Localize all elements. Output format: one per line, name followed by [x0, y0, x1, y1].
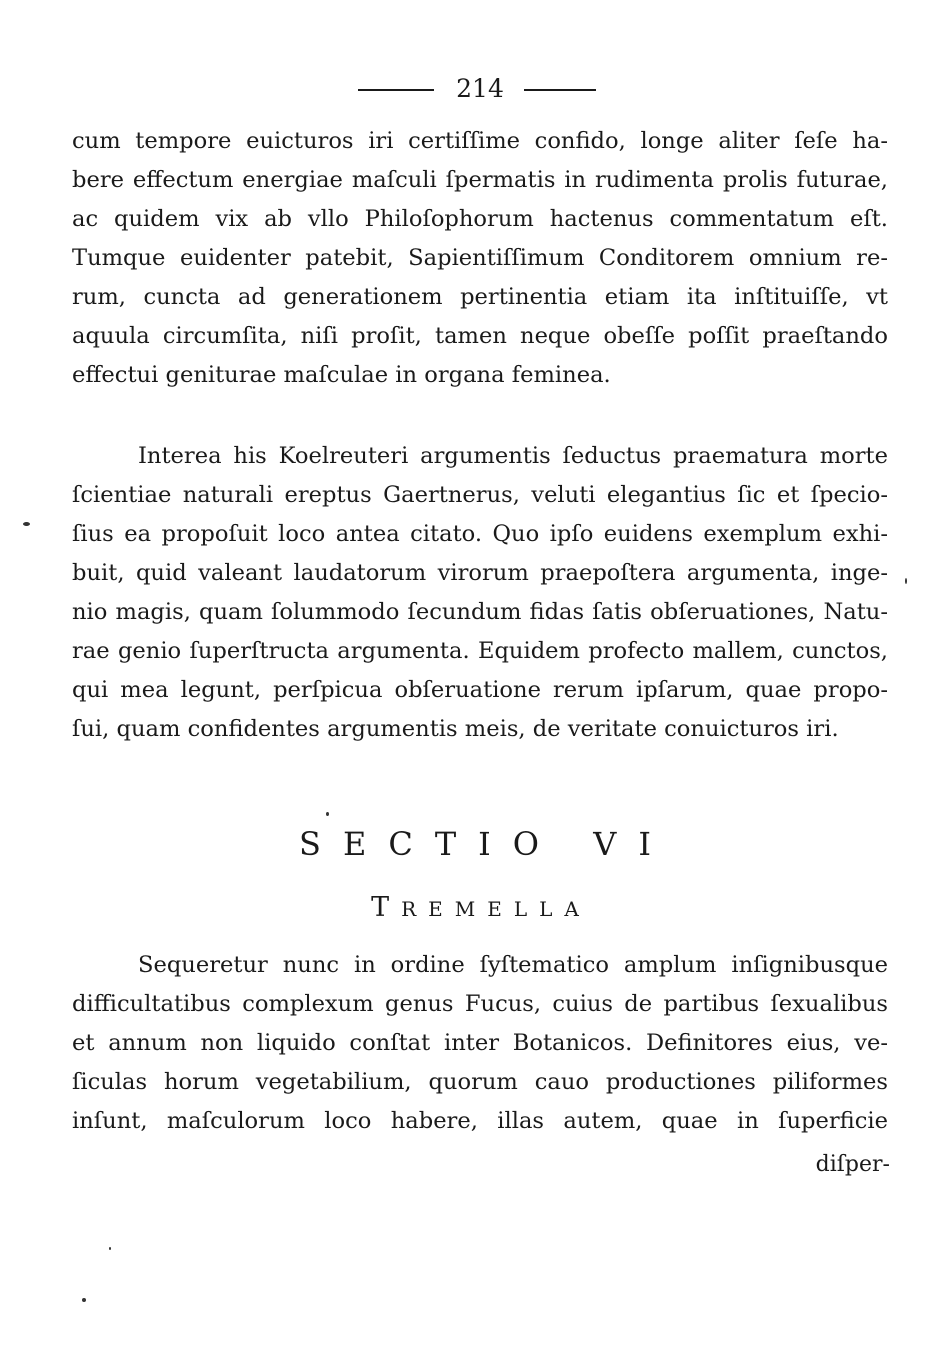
- subtitle-rest: REMELLA: [401, 897, 591, 921]
- text-line: ſui, quam confidentes argumentis meis, de veritate conuicturos iri.: [72, 716, 839, 742]
- text-line: difficultatibus complexum genus Fucus, cuius de partibus ſexualibus: [72, 991, 888, 1017]
- ink-speck: [23, 522, 30, 526]
- text-line: rum, cuncta ad generationem pertinentia etiam ita inſtituiſſe, vt: [72, 284, 888, 310]
- text-line: Tumque euidenter patebit, Sapientiſſimum Conditorem omnium re-: [72, 245, 888, 271]
- text-line: Sequeretur nunc in ordine ſyſtematico amplum inſignibusque: [138, 952, 888, 978]
- text-line: aquula circumſita, niſi proſit, tamen neque obeſſe poſſit praeſtando: [72, 323, 888, 349]
- text-line: ſius ea propoſuit loco antea citato. Quo ipſo euidens exemplum exhi-: [72, 521, 888, 547]
- text-line: et annum non liquido conſtat inter Botanicos. Definitores eius, ve-: [72, 1030, 888, 1056]
- ink-speck: [905, 578, 907, 584]
- paragraph-2: [72, 437, 888, 749]
- ink-speck: [326, 812, 329, 816]
- page-header: [0, 74, 950, 104]
- ink-speck: [82, 1298, 86, 1302]
- paragraph-1: [72, 122, 888, 395]
- text-line: ſcientiae naturali ereptus Gaertnerus, veluti elegantius ſic et ſpecio-: [72, 482, 888, 508]
- text-line: rae genio ſuperſtructa argumenta. Equidem profecto mallem, cunctos,: [72, 638, 888, 664]
- page-number: 214: [456, 74, 504, 103]
- text-line: nio magis, quam ſolummodo ſecundum fidas ſatis obſeruationes, Natu-: [72, 599, 888, 625]
- catchword: diſper-: [815, 1152, 890, 1177]
- text-line: ſiculas horum vegetabilium, quorum cauo productiones piliformes: [72, 1069, 888, 1095]
- ink-speck: [109, 1247, 111, 1250]
- text-line: ac quidem vix ab vllo Philoſophorum hactenus commentatum eſt.: [72, 206, 888, 232]
- text-line: buit, quid valeant laudatorum virorum praepoſtera argumenta, inge-: [72, 560, 888, 586]
- text-line: qui mea legunt, perſpicua obſeruatione rerum ipſarum, quae propo-: [72, 677, 888, 703]
- text-line: inſunt, maſculorum loco habere, illas autem, quae in ſuperficie: [72, 1108, 888, 1134]
- text-line: cum tempore euicturos iri certiſſime confido, longe aliter ſeſe ha-: [72, 128, 888, 154]
- paragraph-3: [72, 946, 888, 1141]
- header-rule-left: [358, 89, 434, 91]
- text-line: bere effectum energiae maſculi ſpermatis in rudimenta prolis futurae,: [72, 167, 888, 193]
- section-subtitle: [0, 890, 950, 927]
- section-title: SECTIO VI: [299, 825, 673, 863]
- header-rule-right: [524, 89, 596, 91]
- text-line: Interea his Koelreuteri argumentis ſeductus praematura morte: [138, 443, 888, 469]
- subtitle-initial: T: [371, 892, 402, 923]
- text-line: effectui geniturae maſculae in organa feminea.: [72, 362, 611, 388]
